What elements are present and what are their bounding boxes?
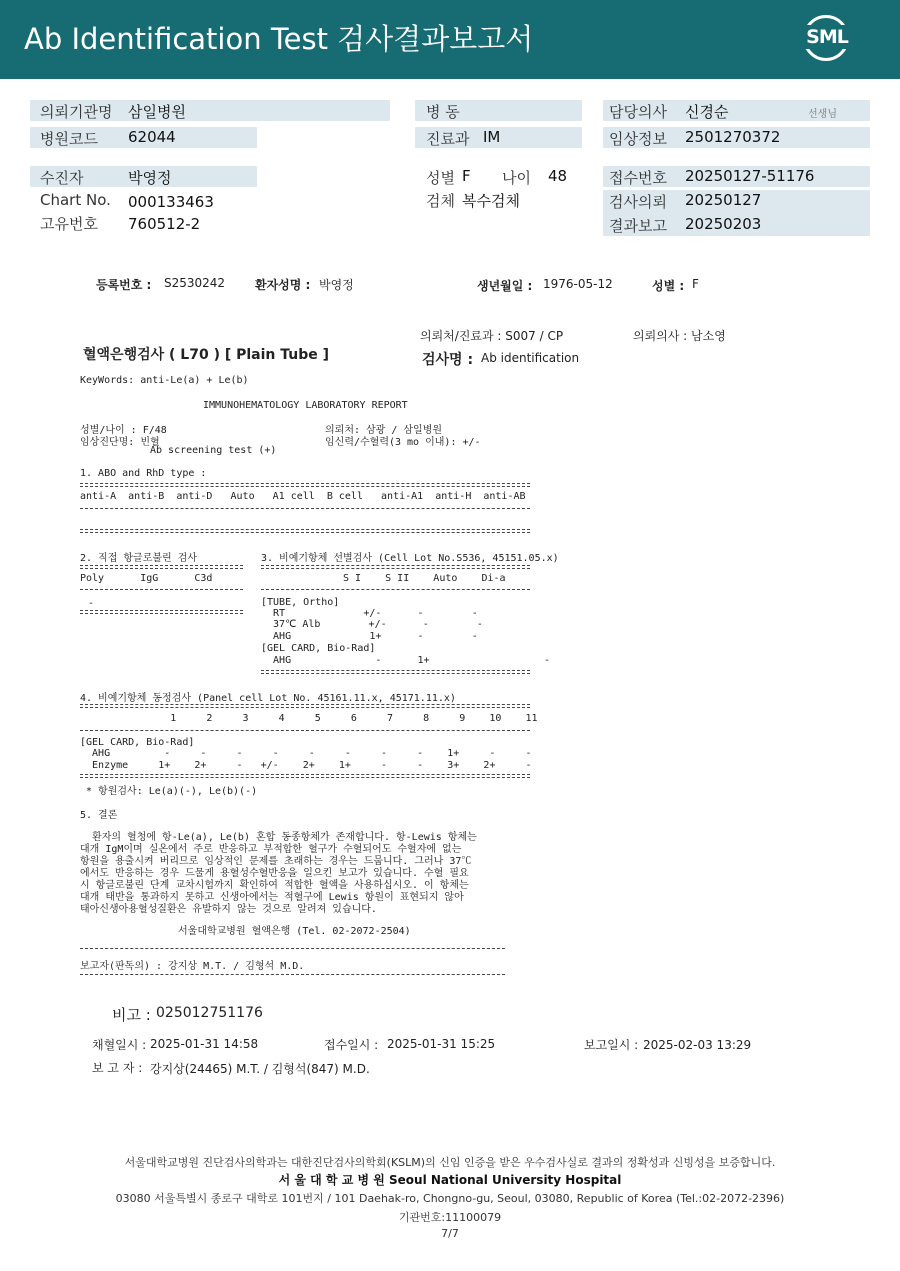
uid-label: 고유번호 <box>40 215 98 233</box>
pregnancy-line: 임신력/수혈력(3 mo 이내): +/- <box>325 437 481 448</box>
conclusion-line: 항원을 용출시켜 버리므로 임상적인 문제를 초래하는 경우는 드뭅니다. 그러나 37℃ <box>80 856 472 867</box>
dob-value: 1976-05-12 <box>543 277 613 291</box>
name-value: 박영정 <box>319 278 354 292</box>
doctor-label: 담당의사 <box>609 103 667 121</box>
conclusion-line: 에서도 반응하는 경우 드물게 용혈성수혈반응을 일으킨 보고가 있습니다. 수혈 필요 <box>80 868 469 879</box>
age-value: 48 <box>548 167 568 185</box>
antigen-line: * 항원검사: Le(a)(-), Le(b)(-) <box>80 786 258 797</box>
sec3-row: RT +/- - - <box>261 608 478 619</box>
report-label: 결과보고 <box>609 217 667 235</box>
sec3-row: AHG - 1+ - <box>261 655 550 666</box>
sec1-title: 1. ABO and RhD type : <box>80 468 207 479</box>
hospital-code-value: 62044 <box>128 128 176 146</box>
footer-hospital: 서 울 대 학 교 병 원 Seoul National University Hospital <box>278 1173 622 1187</box>
sec4-title: 4. 비예기항체 동정검사 (Panel cell Lot No. 45161.11.x, 45171.11.x) <box>80 693 456 704</box>
sec3-row: [TUBE, Ortho] <box>261 597 340 608</box>
sec3-header: S I S II Auto Di-a <box>343 573 506 584</box>
report-title: Ab Identification Test 검사결과보고서 <box>24 22 534 56</box>
sec4-header: 1 2 3 4 5 6 7 8 9 10 11 <box>80 713 538 724</box>
conclusion-line: 환자의 혈청에 항-Le(a), Le(b) 혼합 동종항체가 존재합니다. 항-Lewis 항체는 <box>80 832 477 843</box>
request-doctor-text: 의뢰의사 : 남소영 <box>633 329 726 343</box>
sex-age-line: 성별/나이 : F/48 <box>80 425 167 436</box>
conclusion-line: 대개 IgM이며 실온에서 주로 반응하고 부적합한 혈구가 수혈되어도 수혈자에 없는 <box>80 844 462 855</box>
hospital-code-label: 병원코드 <box>40 130 98 148</box>
lab-title: IMMUNOHEMATOLOGY LABORATORY REPORT <box>203 400 408 411</box>
sec3-row: AHG 1+ - - <box>261 631 478 642</box>
age-label: 나이 <box>502 169 531 187</box>
dob-label: 생년월일 : <box>477 279 533 293</box>
test-name-label: 검사명 : <box>422 352 474 368</box>
reporter2-value: 강지상(24465) M.T. / 김형석(847) M.D. <box>150 1062 370 1076</box>
agency-value: 삼일병원 <box>128 103 186 121</box>
request-label: 검사의뢰 <box>609 193 667 211</box>
reg-value: S2530242 <box>164 276 226 290</box>
sec4-row: AHG - - - - - - - - 1+ - - <box>80 748 532 759</box>
doctor-suffix: 선생님 <box>808 109 837 120</box>
reporter-line: 보고자(판독의) : 강지상 M.T. / 김형석 M.D. <box>80 961 305 972</box>
receipt2-label: 접수일시 : <box>324 1038 379 1052</box>
patient-value: 박영정 <box>128 169 172 187</box>
sec3-row: [GEL CARD, Bio-Rad] <box>261 643 376 654</box>
report-value: 20250203 <box>685 215 762 233</box>
footer-certification: 서울대학교병원 진단검사의학과는 대한진단검사의학회(KSLM)의 신임 인증을 받은 우수검사실로 결과의 정확성과 신빙성을 보증합니다. <box>124 1156 776 1169</box>
sec4-row: [GEL CARD, Bio-Rad] <box>80 737 195 748</box>
reg-label: 등록번호 : <box>96 278 152 292</box>
sec2-header: Poly IgG C3d <box>80 573 213 584</box>
dept-text: 의뢰처/진료과 : S007 / CP <box>420 329 564 343</box>
report2-value: 2025-02-03 13:29 <box>643 1038 752 1052</box>
chart-value: 000133463 <box>128 193 214 211</box>
name-label: 환자성명 : <box>255 278 311 292</box>
page-number: 7/7 <box>441 1227 459 1240</box>
dept-value: IM <box>483 128 501 146</box>
sml-logo: SML <box>802 25 852 49</box>
sex-label: 성별 <box>426 169 455 187</box>
collect-label: 채혈일시 : <box>92 1038 147 1052</box>
conclusion-line: 태아신생아용혈성질환은 유발하지 않는 것으로 알려져 있습니다. <box>80 904 377 915</box>
sec2-title: 2. 직접 항글로불린 검사 <box>80 553 198 564</box>
chart-label: Chart No. <box>40 191 111 209</box>
requester-line: 의뢰처: 삼광 / 삼일병원 <box>325 425 443 436</box>
keywords: KeyWords: anti-Le(a) + Le(b) <box>80 375 249 386</box>
screening-line: Ab screening test (+) <box>150 445 277 456</box>
diagnosis-line: 임상진단명: 빈혈 <box>80 437 160 448</box>
test-name-value: Ab identification <box>481 351 580 365</box>
sec5-title: 5. 결론 <box>80 810 118 821</box>
test-title: 혈액은행검사 ( L70 ) [ Plain Tube ] <box>83 347 330 363</box>
collect-value: 2025-01-31 14:58 <box>150 1037 259 1051</box>
hospital-line: 서울대학교병원 혈액은행 (Tel. 02-2072-2504) <box>178 926 411 937</box>
conclusion-line: 시 항글로불린 단계 교차시험까지 확인하여 적합한 혈액을 사용하십시오. 이 항체는 <box>80 880 469 891</box>
footer-address: 03080 서울특별시 종로구 대학로 101번지 / 101 Daehak-ro, Chongno-gu, Seoul, 03080, Republic of Korea (Tel.:02-2072-2396) <box>115 1192 785 1205</box>
specimen-value: 복수검체 <box>462 192 520 210</box>
receipt2-value: 2025-01-31 15:25 <box>387 1037 496 1051</box>
agency-label: 의뢰기관명 <box>40 103 113 121</box>
sec4-row: Enzyme 1+ 2+ - +/- 2+ 1+ - - 3+ 2+ - <box>80 760 532 771</box>
receipt-value: 20250127-51176 <box>685 167 815 185</box>
reporter2-label: 보 고 자 : <box>92 1061 143 1075</box>
request-value: 20250127 <box>685 191 762 209</box>
sex2-value: F <box>692 277 699 291</box>
sec3-title: 3. 비예기항체 선별검사 (Cell Lot No.S536, 45151.05.x) <box>261 553 559 564</box>
dept-label: 진료과 <box>426 130 470 148</box>
doctor-value: 신경순 <box>685 103 729 121</box>
specimen-label: 검체 <box>426 192 455 210</box>
ward-label: 병 동 <box>426 103 460 121</box>
clinical-value: 2501270372 <box>685 128 781 146</box>
sex2-label: 성별 : <box>652 279 685 293</box>
note-label: 비고 : <box>112 1006 151 1024</box>
header-bar <box>0 0 900 79</box>
receipt-label: 접수번호 <box>609 169 667 187</box>
footer-agency-no: 기관번호:11100079 <box>398 1211 502 1224</box>
clinical-label: 임상정보 <box>609 130 667 148</box>
report2-label: 보고일시 : <box>584 1038 639 1052</box>
sec2-dash: - <box>88 598 95 609</box>
uid-value: 760512-2 <box>128 215 201 233</box>
patient-label: 수진자 <box>40 169 84 187</box>
sec3-row: 37℃ Alb +/- - - <box>261 619 483 630</box>
note-value: 025012751176 <box>156 1005 263 1021</box>
sec1-header: anti-A anti-B anti-D Auto A1 cell B cell anti-A1 anti-H anti-AB <box>80 491 526 502</box>
conclusion-line: 대개 태반을 통과하지 못하고 신생아에서는 적혈구에 Lewis 항원이 표현되지 않아 <box>80 892 464 903</box>
sex-value: F <box>462 167 471 185</box>
